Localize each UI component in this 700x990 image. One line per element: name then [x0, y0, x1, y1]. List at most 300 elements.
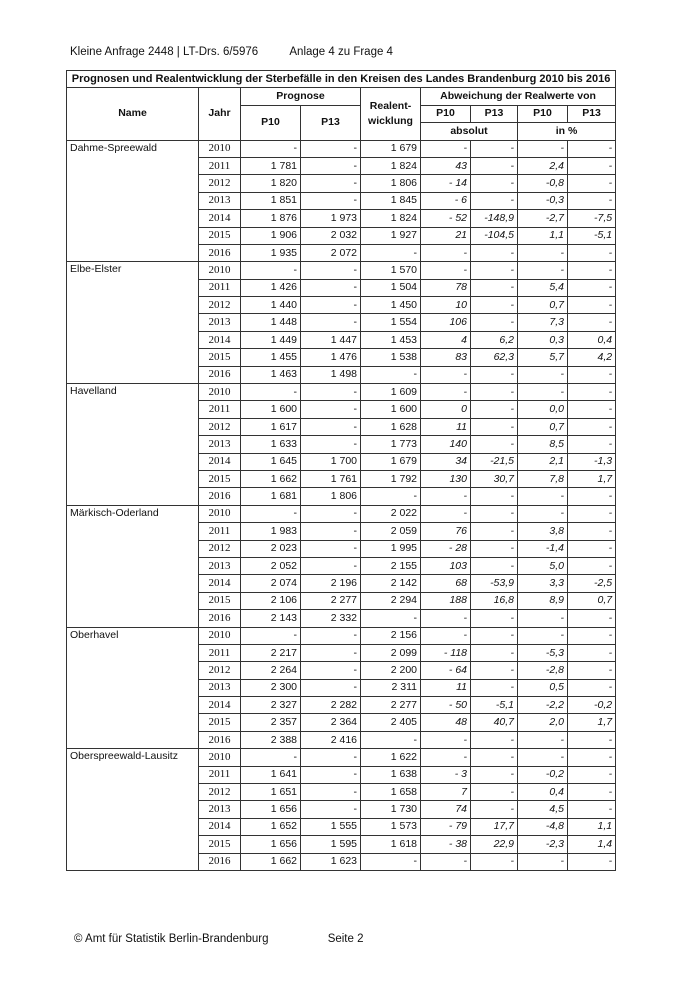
cell-pct-p10: 2,0: [518, 714, 568, 731]
cell-pct-p10: -5,3: [518, 644, 568, 661]
cell-prog-p10: 1 820: [241, 175, 301, 192]
cell-abs-p13: -104,5: [471, 227, 518, 244]
cell-prog-p10: 1 656: [241, 801, 301, 818]
cell-abs-p10: 78: [421, 279, 471, 296]
cell-prog-p13: 1 595: [301, 836, 361, 853]
cell-prog-p13: -: [301, 157, 361, 174]
cell-pct-p13: -: [568, 505, 616, 522]
cell-prog-p13: -: [301, 262, 361, 279]
cell-abs-p13: -: [471, 801, 518, 818]
cell-abs-p10: 130: [421, 470, 471, 487]
cell-pct-p13: -: [568, 384, 616, 401]
cell-abs-p10: 103: [421, 557, 471, 574]
cell-prog-p13: -: [301, 644, 361, 661]
cell-abs-p13: 16,8: [471, 592, 518, 609]
cell-pct-p13: -1,3: [568, 453, 616, 470]
cell-abs-p13: -: [471, 401, 518, 418]
cell-abs-p10: - 64: [421, 662, 471, 679]
cell-pct-p13: -: [568, 644, 616, 661]
cell-abs-p13: -: [471, 314, 518, 331]
cell-prog-p10: 1 455: [241, 349, 301, 366]
cell-prog-p13: 2 196: [301, 575, 361, 592]
col-header-pct-p10: P10: [518, 105, 568, 122]
cell-pct-p13: -: [568, 627, 616, 644]
cell-prog-p13: -: [301, 627, 361, 644]
cell-year: 2011: [199, 157, 241, 174]
cell-prog-p10: 2 023: [241, 540, 301, 557]
cell-pct-p13: -: [568, 192, 616, 209]
cell-year: 2010: [199, 262, 241, 279]
cell-abs-p13: 30,7: [471, 470, 518, 487]
cell-pct-p10: 5,7: [518, 349, 568, 366]
col-header-absolute: absolut: [421, 123, 518, 140]
cell-real: 1 554: [361, 314, 421, 331]
col-header-prog-p13: P13: [301, 105, 361, 140]
cell-pct-p10: -0,8: [518, 175, 568, 192]
cell-prog-p10: 2 106: [241, 592, 301, 609]
cell-prog-p10: -: [241, 505, 301, 522]
col-header-percent: in %: [518, 123, 616, 140]
cell-real: 1 679: [361, 453, 421, 470]
cell-real: 1 679: [361, 140, 421, 157]
district-name: Oberspreewald-Lausitz: [67, 749, 199, 871]
cell-prog-p10: 2 074: [241, 575, 301, 592]
cell-abs-p13: -: [471, 540, 518, 557]
cell-real: 1 609: [361, 384, 421, 401]
cell-pct-p13: -: [568, 401, 616, 418]
cell-year: 2013: [199, 192, 241, 209]
cell-abs-p13: -: [471, 627, 518, 644]
cell-year: 2013: [199, 557, 241, 574]
cell-year: 2016: [199, 853, 241, 870]
cell-real: 2 022: [361, 505, 421, 522]
cell-year: 2011: [199, 401, 241, 418]
cell-prog-p13: 1 973: [301, 210, 361, 227]
cell-prog-p10: 2 217: [241, 644, 301, 661]
cell-pct-p13: -: [568, 418, 616, 435]
cell-abs-p13: -: [471, 644, 518, 661]
table-row: [67, 262, 616, 279]
cell-prog-p10: 1 463: [241, 366, 301, 383]
cell-abs-p10: 140: [421, 436, 471, 453]
col-header-deviation: Abweichung der Realwerte von: [421, 88, 616, 105]
cell-abs-p13: -: [471, 784, 518, 801]
cell-prog-p13: 1 806: [301, 488, 361, 505]
cell-abs-p10: - 52: [421, 210, 471, 227]
cell-prog-p10: 2 357: [241, 714, 301, 731]
cell-abs-p10: 48: [421, 714, 471, 731]
cell-abs-p10: -: [421, 244, 471, 261]
cell-abs-p10: - 38: [421, 836, 471, 853]
cell-year: 2014: [199, 331, 241, 348]
cell-prog-p10: 1 440: [241, 297, 301, 314]
cell-year: 2016: [199, 731, 241, 748]
cell-abs-p13: -5,1: [471, 697, 518, 714]
page-number: Seite 2: [327, 933, 364, 945]
cell-real: 1 538: [361, 349, 421, 366]
cell-year: 2014: [199, 453, 241, 470]
table-row: [67, 505, 616, 522]
cell-prog-p13: -: [301, 540, 361, 557]
col-header-prog-p10: P10: [241, 105, 301, 140]
cell-year: 2015: [199, 836, 241, 853]
cell-year: 2012: [199, 418, 241, 435]
cell-pct-p10: 3,8: [518, 523, 568, 540]
cell-prog-p10: 1 426: [241, 279, 301, 296]
cell-year: 2011: [199, 279, 241, 296]
cell-abs-p13: 17,7: [471, 818, 518, 835]
cell-prog-p13: 1 761: [301, 470, 361, 487]
cell-abs-p10: -: [421, 610, 471, 627]
table-row: [67, 627, 616, 644]
cell-pct-p13: -0,2: [568, 697, 616, 714]
cell-prog-p10: 2 264: [241, 662, 301, 679]
cell-year: 2012: [199, 784, 241, 801]
cell-pct-p10: 2,4: [518, 157, 568, 174]
cell-prog-p10: -: [241, 749, 301, 766]
cell-year: 2011: [199, 644, 241, 661]
cell-abs-p10: - 79: [421, 818, 471, 835]
cell-pct-p13: 1,1: [568, 818, 616, 835]
table-body: [67, 140, 616, 870]
district-name: Märkisch-Oderland: [67, 505, 199, 627]
cell-prog-p10: -: [241, 262, 301, 279]
cell-pct-p13: -: [568, 366, 616, 383]
col-header-real-text: Realent- wicklung: [368, 99, 413, 127]
cell-pct-p13: -: [568, 766, 616, 783]
cell-pct-p13: -: [568, 436, 616, 453]
cell-real: 2 155: [361, 557, 421, 574]
cell-abs-p10: 76: [421, 523, 471, 540]
inquiry-reference: Kleine Anfrage 2448 | LT-Drs. 6/5976: [70, 46, 259, 58]
cell-prog-p10: 2 052: [241, 557, 301, 574]
cell-real: -: [361, 731, 421, 748]
col-header-year: Jahr: [199, 88, 241, 140]
cell-pct-p10: 3,3: [518, 575, 568, 592]
cell-abs-p10: 4: [421, 331, 471, 348]
cell-pct-p10: 5,4: [518, 279, 568, 296]
cell-year: 2010: [199, 749, 241, 766]
cell-pct-p13: -: [568, 679, 616, 696]
cell-prog-p13: -: [301, 749, 361, 766]
cell-pct-p13: 0,7: [568, 592, 616, 609]
cell-real: 1 927: [361, 227, 421, 244]
cell-prog-p13: -: [301, 505, 361, 522]
cell-year: 2010: [199, 627, 241, 644]
cell-pct-p13: 1,4: [568, 836, 616, 853]
cell-prog-p10: 1 662: [241, 470, 301, 487]
cell-pct-p10: -: [518, 140, 568, 157]
col-header-pct-p13: P13: [568, 105, 616, 122]
cell-pct-p10: 8,5: [518, 436, 568, 453]
cell-real: 1 573: [361, 818, 421, 835]
cell-abs-p10: -: [421, 627, 471, 644]
cell-prog-p10: 1 656: [241, 836, 301, 853]
cell-year: 2016: [199, 244, 241, 261]
cell-real: 1 622: [361, 749, 421, 766]
cell-prog-p10: 1 633: [241, 436, 301, 453]
cell-year: 2010: [199, 140, 241, 157]
cell-real: 2 294: [361, 592, 421, 609]
cell-abs-p10: 188: [421, 592, 471, 609]
cell-real: 1 773: [361, 436, 421, 453]
cell-year: 2016: [199, 366, 241, 383]
cell-abs-p10: -: [421, 366, 471, 383]
cell-real: -: [361, 610, 421, 627]
cell-abs-p10: 21: [421, 227, 471, 244]
cell-pct-p10: -: [518, 627, 568, 644]
cell-abs-p13: -: [471, 853, 518, 870]
cell-prog-p13: 2 032: [301, 227, 361, 244]
cell-prog-p13: 1 700: [301, 453, 361, 470]
cell-pct-p10: 2,1: [518, 453, 568, 470]
cell-prog-p10: -: [241, 627, 301, 644]
cell-prog-p13: 1 623: [301, 853, 361, 870]
cell-prog-p13: -: [301, 436, 361, 453]
cell-prog-p13: -: [301, 523, 361, 540]
cell-prog-p10: 1 448: [241, 314, 301, 331]
cell-prog-p13: -: [301, 175, 361, 192]
cell-pct-p13: -: [568, 175, 616, 192]
attachment-label: Anlage 4 zu Frage 4: [289, 46, 393, 58]
cell-abs-p13: 62,3: [471, 349, 518, 366]
cell-prog-p13: -: [301, 314, 361, 331]
cell-year: 2010: [199, 384, 241, 401]
cell-prog-p13: -: [301, 557, 361, 574]
cell-pct-p13: -: [568, 297, 616, 314]
cell-prog-p10: -: [241, 140, 301, 157]
cell-pct-p10: -2,7: [518, 210, 568, 227]
cell-year: 2010: [199, 505, 241, 522]
cell-abs-p13: -: [471, 157, 518, 174]
cell-abs-p13: -21,5: [471, 453, 518, 470]
cell-pct-p13: -: [568, 314, 616, 331]
cell-prog-p10: 1 617: [241, 418, 301, 435]
cell-abs-p10: -: [421, 731, 471, 748]
cell-real: 1 730: [361, 801, 421, 818]
cell-abs-p13: -: [471, 262, 518, 279]
cell-pct-p13: 1,7: [568, 470, 616, 487]
col-header-prognose: Prognose: [241, 88, 361, 105]
cell-pct-p13: -: [568, 488, 616, 505]
cell-abs-p10: -: [421, 140, 471, 157]
cell-abs-p13: -: [471, 279, 518, 296]
cell-year: 2013: [199, 314, 241, 331]
district-name: Havelland: [67, 384, 199, 506]
cell-real: 1 638: [361, 766, 421, 783]
cell-prog-p13: -: [301, 662, 361, 679]
cell-abs-p13: -: [471, 140, 518, 157]
cell-prog-p13: 1 476: [301, 349, 361, 366]
cell-abs-p13: -: [471, 523, 518, 540]
cell-abs-p13: -148,9: [471, 210, 518, 227]
cell-pct-p10: -: [518, 366, 568, 383]
col-header-abs-p10: P10: [421, 105, 471, 122]
cell-year: 2014: [199, 210, 241, 227]
cell-real: 1 450: [361, 297, 421, 314]
cell-prog-p13: 2 364: [301, 714, 361, 731]
cell-prog-p13: 2 332: [301, 610, 361, 627]
cell-pct-p10: -: [518, 262, 568, 279]
cell-pct-p10: 4,5: [518, 801, 568, 818]
cell-abs-p10: -: [421, 262, 471, 279]
cell-year: 2015: [199, 592, 241, 609]
cell-prog-p10: 2 300: [241, 679, 301, 696]
cell-abs-p10: 34: [421, 453, 471, 470]
cell-pct-p13: -: [568, 784, 616, 801]
cell-real: 2 142: [361, 575, 421, 592]
cell-year: 2011: [199, 523, 241, 540]
cell-pct-p10: 1,1: [518, 227, 568, 244]
cell-pct-p10: 0,5: [518, 679, 568, 696]
cell-pct-p10: -: [518, 384, 568, 401]
cell-real: 1 845: [361, 192, 421, 209]
cell-pct-p13: 0,4: [568, 331, 616, 348]
cell-abs-p13: -: [471, 418, 518, 435]
cell-abs-p10: 74: [421, 801, 471, 818]
cell-abs-p13: -: [471, 192, 518, 209]
cell-prog-p10: 1 645: [241, 453, 301, 470]
cell-abs-p10: - 50: [421, 697, 471, 714]
cell-abs-p10: - 28: [421, 540, 471, 557]
cell-year: 2012: [199, 297, 241, 314]
cell-pct-p10: 0,0: [518, 401, 568, 418]
cell-prog-p10: 1 906: [241, 227, 301, 244]
cell-prog-p10: 1 641: [241, 766, 301, 783]
cell-abs-p13: -: [471, 557, 518, 574]
cell-prog-p13: 2 072: [301, 244, 361, 261]
cell-pct-p13: 1,7: [568, 714, 616, 731]
cell-real: 1 658: [361, 784, 421, 801]
cell-prog-p13: -: [301, 766, 361, 783]
cell-pct-p13: -: [568, 279, 616, 296]
cell-abs-p13: 40,7: [471, 714, 518, 731]
cell-pct-p13: -: [568, 853, 616, 870]
cell-pct-p13: -: [568, 662, 616, 679]
district-name: Elbe-Elster: [67, 262, 199, 384]
cell-pct-p10: -2,3: [518, 836, 568, 853]
cell-pct-p13: -: [568, 731, 616, 748]
cell-prog-p13: -: [301, 401, 361, 418]
cell-prog-p13: 2 416: [301, 731, 361, 748]
cell-pct-p10: -: [518, 505, 568, 522]
cell-real: -: [361, 488, 421, 505]
cell-year: 2012: [199, 540, 241, 557]
table-title: Prognosen und Realentwicklung der Sterbefälle in den Kreisen des Landes Brandenburg 2010 bis 2016: [67, 71, 616, 88]
cell-abs-p10: 10: [421, 297, 471, 314]
cell-real: 1 824: [361, 210, 421, 227]
cell-pct-p10: 0,4: [518, 784, 568, 801]
cell-pct-p13: -: [568, 140, 616, 157]
cell-abs-p13: -: [471, 436, 518, 453]
cell-year: 2013: [199, 436, 241, 453]
cell-prog-p10: 2 143: [241, 610, 301, 627]
cell-real: -: [361, 244, 421, 261]
cell-prog-p13: -: [301, 418, 361, 435]
cell-prog-p10: 2 388: [241, 731, 301, 748]
cell-pct-p10: 7,3: [518, 314, 568, 331]
cell-abs-p13: -: [471, 662, 518, 679]
cell-pct-p10: 7,8: [518, 470, 568, 487]
cell-abs-p10: 0: [421, 401, 471, 418]
cell-prog-p10: 1 652: [241, 818, 301, 835]
district-name: Dahme-Spreewald: [67, 140, 199, 262]
cell-pct-p13: -: [568, 540, 616, 557]
cell-pct-p13: -: [568, 610, 616, 627]
cell-abs-p10: -: [421, 384, 471, 401]
cell-real: 1 995: [361, 540, 421, 557]
cell-pct-p10: -: [518, 853, 568, 870]
cell-pct-p13: -: [568, 523, 616, 540]
cell-prog-p13: -: [301, 384, 361, 401]
cell-year: 2014: [199, 575, 241, 592]
cell-pct-p10: -2,8: [518, 662, 568, 679]
cell-abs-p13: -: [471, 175, 518, 192]
cell-abs-p13: -: [471, 731, 518, 748]
cell-prog-p13: -: [301, 784, 361, 801]
cell-abs-p10: 68: [421, 575, 471, 592]
cell-abs-p10: 106: [421, 314, 471, 331]
cell-year: 2012: [199, 175, 241, 192]
cell-year: 2016: [199, 488, 241, 505]
cell-abs-p13: -: [471, 766, 518, 783]
cell-pct-p10: -2,2: [518, 697, 568, 714]
cell-pct-p13: -: [568, 801, 616, 818]
cell-pct-p13: -: [568, 244, 616, 261]
table-head: [67, 71, 616, 141]
copyright: © Amt für Statistik Berlin-Brandenburg: [74, 933, 269, 945]
cell-pct-p13: -: [568, 157, 616, 174]
cell-abs-p13: 22,9: [471, 836, 518, 853]
cell-real: 1 792: [361, 470, 421, 487]
col-header-name: Name: [67, 88, 199, 140]
col-header-abs-p13: P13: [471, 105, 518, 122]
cell-year: 2012: [199, 662, 241, 679]
cell-abs-p10: 11: [421, 679, 471, 696]
cell-prog-p10: -: [241, 384, 301, 401]
cell-abs-p10: - 6: [421, 192, 471, 209]
document-header: [70, 46, 393, 58]
cell-abs-p10: - 3: [421, 766, 471, 783]
cell-prog-p10: 1 651: [241, 784, 301, 801]
cell-pct-p10: -: [518, 244, 568, 261]
cell-year: 2015: [199, 714, 241, 731]
cell-real: 1 806: [361, 175, 421, 192]
cell-abs-p13: -: [471, 244, 518, 261]
cell-abs-p10: - 118: [421, 644, 471, 661]
cell-year: 2015: [199, 470, 241, 487]
cell-prog-p10: 1 681: [241, 488, 301, 505]
cell-abs-p13: -: [471, 505, 518, 522]
cell-pct-p10: -0,2: [518, 766, 568, 783]
cell-abs-p10: -: [421, 488, 471, 505]
cell-real: -: [361, 366, 421, 383]
cell-year: 2015: [199, 227, 241, 244]
cell-abs-p13: -: [471, 488, 518, 505]
cell-real: 1 453: [361, 331, 421, 348]
cell-pct-p13: -2,5: [568, 575, 616, 592]
cell-abs-p10: -: [421, 505, 471, 522]
cell-pct-p13: -: [568, 557, 616, 574]
mortality-table: [66, 70, 616, 871]
cell-pct-p10: 8,9: [518, 592, 568, 609]
cell-real: 1 600: [361, 401, 421, 418]
cell-prog-p13: -: [301, 297, 361, 314]
table-row: [67, 384, 616, 401]
cell-prog-p13: -: [301, 140, 361, 157]
cell-prog-p13: 2 277: [301, 592, 361, 609]
cell-prog-p10: 1 851: [241, 192, 301, 209]
